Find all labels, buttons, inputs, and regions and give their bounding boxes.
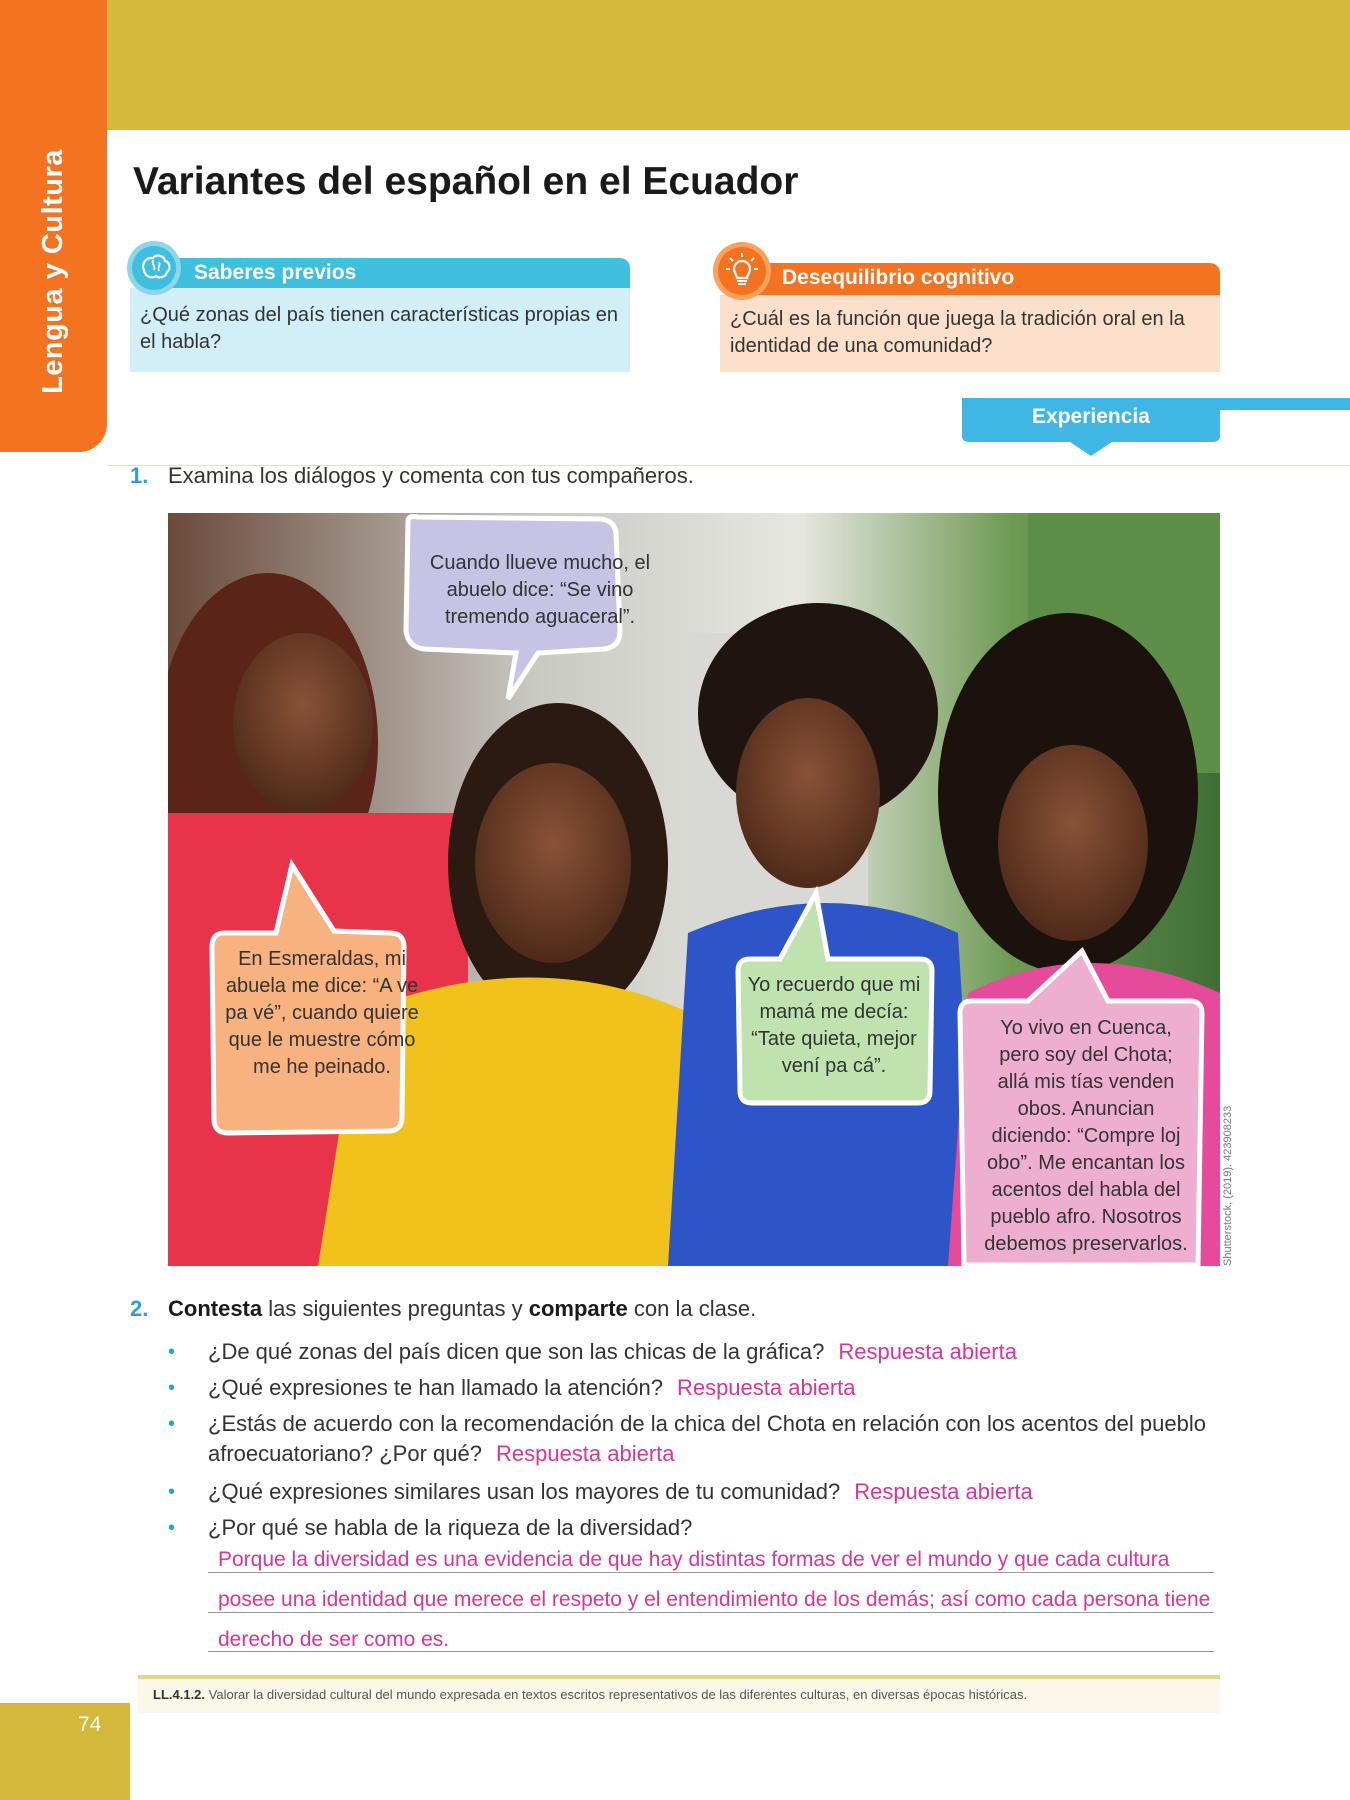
activity-1-instruction: Examina los diálogos y comenta con tus compañeros. — [168, 463, 694, 488]
saberes-question: ¿Qué zonas del país tienen características propias en el habla? — [140, 304, 619, 353]
desequilibrio-question: ¿Cuál es la función que juega la tradición oral en la identidad de una comunidad? — [730, 308, 1185, 357]
answer-line — [208, 1572, 1214, 1573]
activity-2-number: 2. — [130, 1296, 149, 1321]
answer-text: Respuesta abierta — [676, 1375, 856, 1400]
brain-icon — [126, 240, 182, 296]
desequilibrio-label: Desequilibrio cognitivo — [782, 266, 1015, 289]
bullet-icon: • — [168, 1413, 176, 1435]
activity-2-instruction: Contesta las siguientes preguntas y comparte con la clase. — [168, 1296, 757, 1321]
speech-bubble-left-text: En Esmeraldas, mi abuela me dice: “A ve pa vé”, cuando quiere que le muestre cómo me he peinado. — [225, 948, 419, 1078]
answer-line-text: Porque la diversidad es una evidencia de que hay distintas formas de ver el mundo y que cada cultura — [218, 1548, 1170, 1571]
question-text: ¿De qué zonas del país dicen que son las chicas de la gráfica? — [208, 1339, 825, 1364]
lightbulb-icon — [712, 241, 772, 301]
question-text: ¿Estás de acuerdo con la recomendación de la chica del Chota en relación con los acentos del pueblo afroecuatoriano? ¿Por qué? — [208, 1411, 1206, 1466]
bullet-icon: • — [168, 1517, 176, 1539]
answer-line — [208, 1651, 1214, 1652]
answer-text: Respuesta abierta — [838, 1339, 1017, 1364]
experiencia-label: Experiencia — [1032, 405, 1150, 428]
section-side-tab-label: Lengua y Cultura — [37, 148, 70, 394]
skill-code: LL.4.1.2. — [153, 1687, 206, 1702]
answer-line-text: derecho de ser como es. — [218, 1628, 450, 1651]
bullet-icon: • — [168, 1481, 176, 1503]
skill-description: Valorar la diversidad cultural del mundo expresada en textos escritos representativos de las diferentes culturas, en diversas épocas históricas. — [205, 1687, 1028, 1702]
bullet-icon: • — [168, 1341, 176, 1363]
skill-standard — [153, 1687, 1027, 1702]
instruction-verb-comparte: comparte — [528, 1296, 628, 1321]
answer-line-text: posee una identidad que merece el respeto y el entendimiento de los demás; así como cada persona tiene — [218, 1588, 1211, 1611]
page-number-corner — [0, 1703, 130, 1800]
question-text: ¿Qué expresiones similares usan los mayores de tu comunidad? — [208, 1479, 841, 1504]
question-text: ¿Qué expresiones te han llamado la atención? — [208, 1375, 663, 1400]
photo-credit: Shutterstock, (2019). 423908233 — [1222, 1105, 1234, 1266]
answer-text: Respuesta abierta — [854, 1479, 1033, 1504]
instruction-verb-contesta: Contesta — [168, 1296, 263, 1321]
question-text: ¿Por qué se habla de la riqueza de la diversidad? — [208, 1515, 693, 1540]
speech-bubble-right-text: Yo vivo en Cuenca, pero soy del Chota; allá mis tías venden obos. Anuncian diciendo: “Compre loj obo”. Me encantan los acentos del habla del pueblo afro. Nosotros debemos preservarlos. — [984, 1017, 1188, 1255]
answer-line — [208, 1612, 1214, 1613]
speech-bubble-top-text: Cuando llueve mucho, el abuelo dice: “Se vino tremendo aguaceral”. — [429, 552, 651, 628]
page-number: 74 — [78, 1713, 102, 1736]
bullet-icon: • — [168, 1377, 176, 1399]
saberes-label: Saberes previos — [194, 261, 357, 284]
page-title: Variantes del español en el Ecuador — [133, 160, 799, 203]
speech-bubble-mid-text: Yo recuerdo que mi mamá me decía: “Tate quieta, mejor vení pa cá”. — [747, 974, 921, 1077]
header-band — [107, 0, 1350, 130]
activity-1-number: 1. — [130, 463, 149, 488]
answer-text: Respuesta abierta — [495, 1441, 675, 1466]
